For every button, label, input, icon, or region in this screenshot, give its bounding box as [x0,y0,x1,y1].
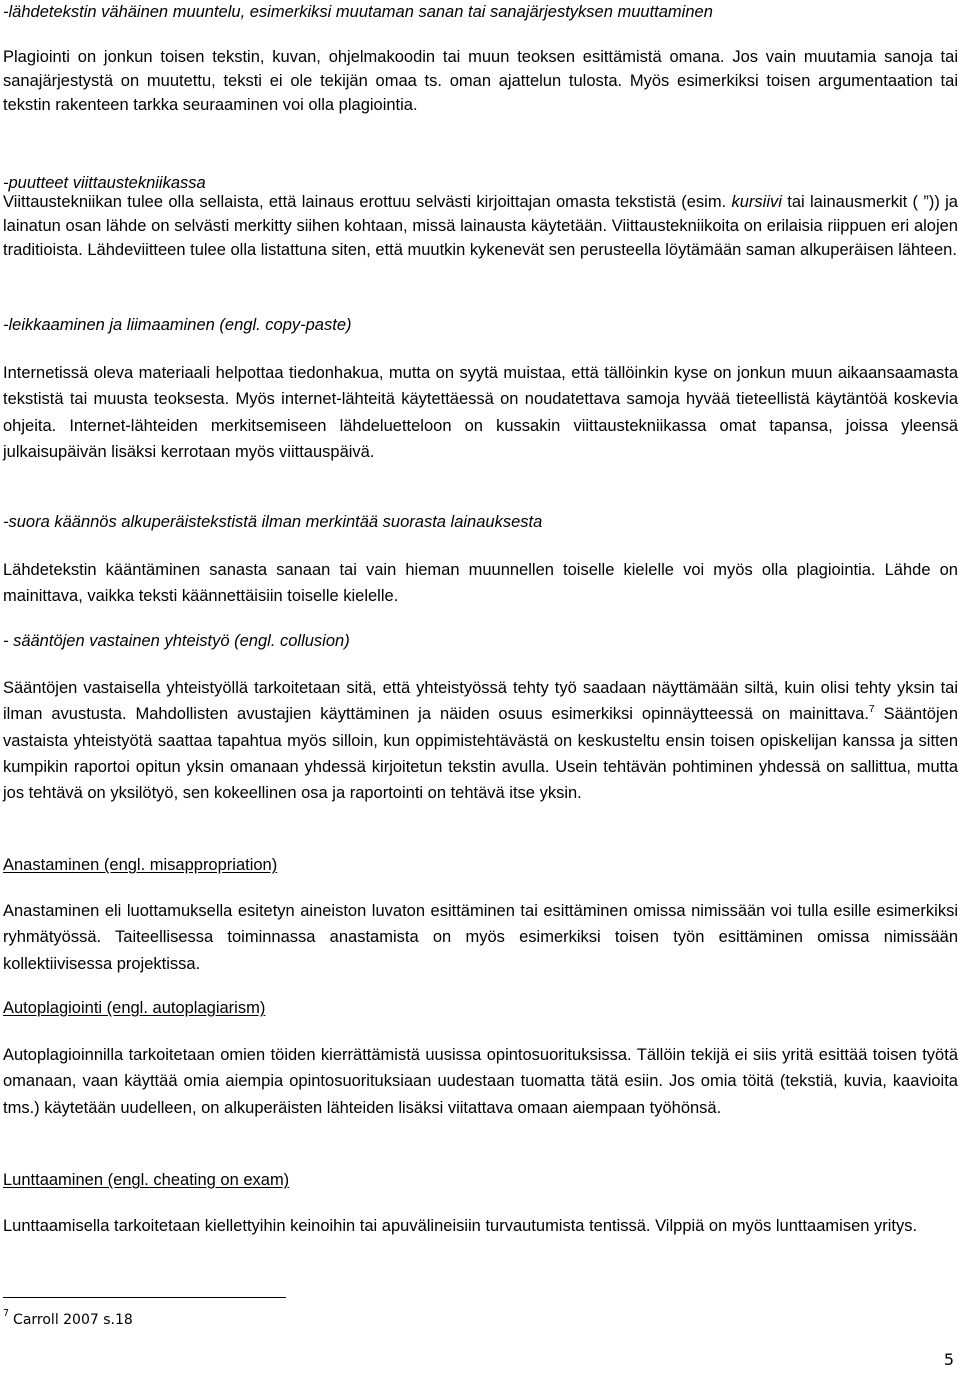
citation-text-part1: Viittaustekniikan tulee olla sellaista, että lainaus erottuu selvästi kirjoittajan omasta tekstistä (esim. [3,193,732,211]
section-text-citation-deficiencies [3,190,958,263]
footnote [3,1308,133,1328]
section-heading-cheating: Lunttaaminen (engl. cheating on exam) [3,1171,290,1189]
section-heading-copy-paste: -leikkaaminen ja liimaaminen (engl. copy-paste) [3,316,352,334]
section-heading-citation-deficiencies: -puutteet viittaustekniikassa [3,174,206,192]
citation-text-part2: tai lainausmerkit ( ”)) ja lainatun osan lähde on selvästi merkitty siihen kohtaan, missä lainausta käytetään. Viittaustekniikoita on erilaisia riippuen eri alojen traditioista. Lähdeviitteen tulee olla listattuna siten, että muutkin kykenevät sen perusteella löytämään saman alkuperäisen lähteen. [3,193,958,260]
section-text-copy-paste: Internetissä oleva materiaali helpottaa tiedonhakua, mutta on syytä muistaa, että tällöinkin kyse on jonkun muun aikaansaamasta tekstistä tai muusta teoksesta. Myös internet-lähteitä käytettäessä on noudatettava samoja hyvää tieteellistä käytäntöä koskevia ohjeita. Internet-lähteiden merkitsemiseen lähdeluetteloon on kussakin viittaustekniikassa omat tapansa, joissa yleensä julkaisupäivän lisäksi kerrotaan myös viittauspäivä. [3,364,958,461]
section-text-collusion [3,675,958,806]
section-text-direct-translation: Lähdetekstin kääntäminen sanasta sanaan tai vain hieman muunnellen toiselle kielelle voi myös olla plagiointia. Lähde on mainittava, vaikka teksti käännettäisiin toiselle kielelle. [3,561,958,606]
section-text-autoplagiarism: Autoplagioinnilla tarkoitetaan omien töiden kierrättämistä uusissa opintosuorituksissa. Tällöin tekijä ei siis yritä esittää toisen työtä omanaan, vaan käyttää omia aiempia opintosuorituksiaan uudestaan tuomatta tätä esiin. Jos omia töitä (tekstiä, kuvia, kaavioita tms.) käytetään uudelleen, on alkuperäisten lähteiden lisäksi viitattava omaan aiempaan työhönsä. [3,1046,958,1117]
section-text-minor-modification: Plagiointi on jonkun toisen tekstin, kuvan, ohjelmakoodin tai muun teoksen esittämistä omana. Jos vain muutamia sanoja tai sanajärjestystä on muutettu, teksti ei ole tekijän omaa ts. oman ajattelun tulosta. Myös esimerkiksi toisen argumentaation tai tekstin rakenteen tarkka seuraaminen voi olla plagiointia. [3,48,958,115]
section-heading-collusion: - sääntöjen vastainen yhteistyö (engl. collusion) [3,632,350,650]
footnote-reference: 7 [868,703,875,716]
section-heading-minor-modification: -lähdetekstin vähäinen muuntelu, esimerkiksi muutaman sanan tai sanajärjestyksen muuttaminen [3,3,713,21]
section-heading-direct-translation: -suora käännös alkuperäistekstistä ilman merkintää suorasta lainauksesta [3,513,543,531]
footnote-text: Carroll 2007 s.18 [13,1312,133,1328]
footnote-number: 7 [3,1308,10,1319]
citation-text-italic: kursiivi [731,193,782,211]
section-heading-autoplagiarism: Autoplagiointi (engl. autoplagiarism) [3,999,266,1017]
collusion-text-part2: Sääntöjen vastaista yhteistyötä saattaa tapahtua myös silloin, kun oppimistehtävästä on keskusteltu ensin toisen opiskelijan kanssa ja sitten kumpikin raportoi opitun yksin omanaan yhdessä kirjoitetun tekstin avulla. Usein tehtävän pohtiminen yhdessä on sallittua, mutta jos tehtävä on yksilötyö, sen kokeellinen osa ja raportointi on tehtävä itse yksin. [3,705,958,803]
section-text-cheating: Lunttaamisella tarkoitetaan kiellettyihin keinoihin tai apuvälineisiin turvautumista tentissä. Vilppiä on myös lunttaamisen yritys. [3,1217,918,1235]
section-heading-misappropriation: Anastaminen (engl. misappropriation) [3,856,278,874]
footnote-divider [3,1297,286,1298]
section-text-misappropriation: Anastaminen eli luottamuksella esitetyn aineiston luvaton esittäminen tai esittäminen omissa nimissään voi tulla esille esimerkiksi ryhmätyössä. Taiteellisessa toiminnassa anastamista on myös esimerkiksi toisen työn esittäminen omissa nimissään kollektiivisessa projektissa. [3,902,958,973]
collusion-text-part1: Sääntöjen vastaisella yhteistyöllä tarkoitetaan sitä, että yhteistyössä tehty työ saadaan näyttämään siltä, kuin olisi tehty yksin tai ilman avustusta. Mahdollisten avustajien käyttäminen ja näiden osuus esimerkiksi opinnäytteessä on mainittava. [3,679,958,724]
page-number: 5 [943,1350,954,1369]
